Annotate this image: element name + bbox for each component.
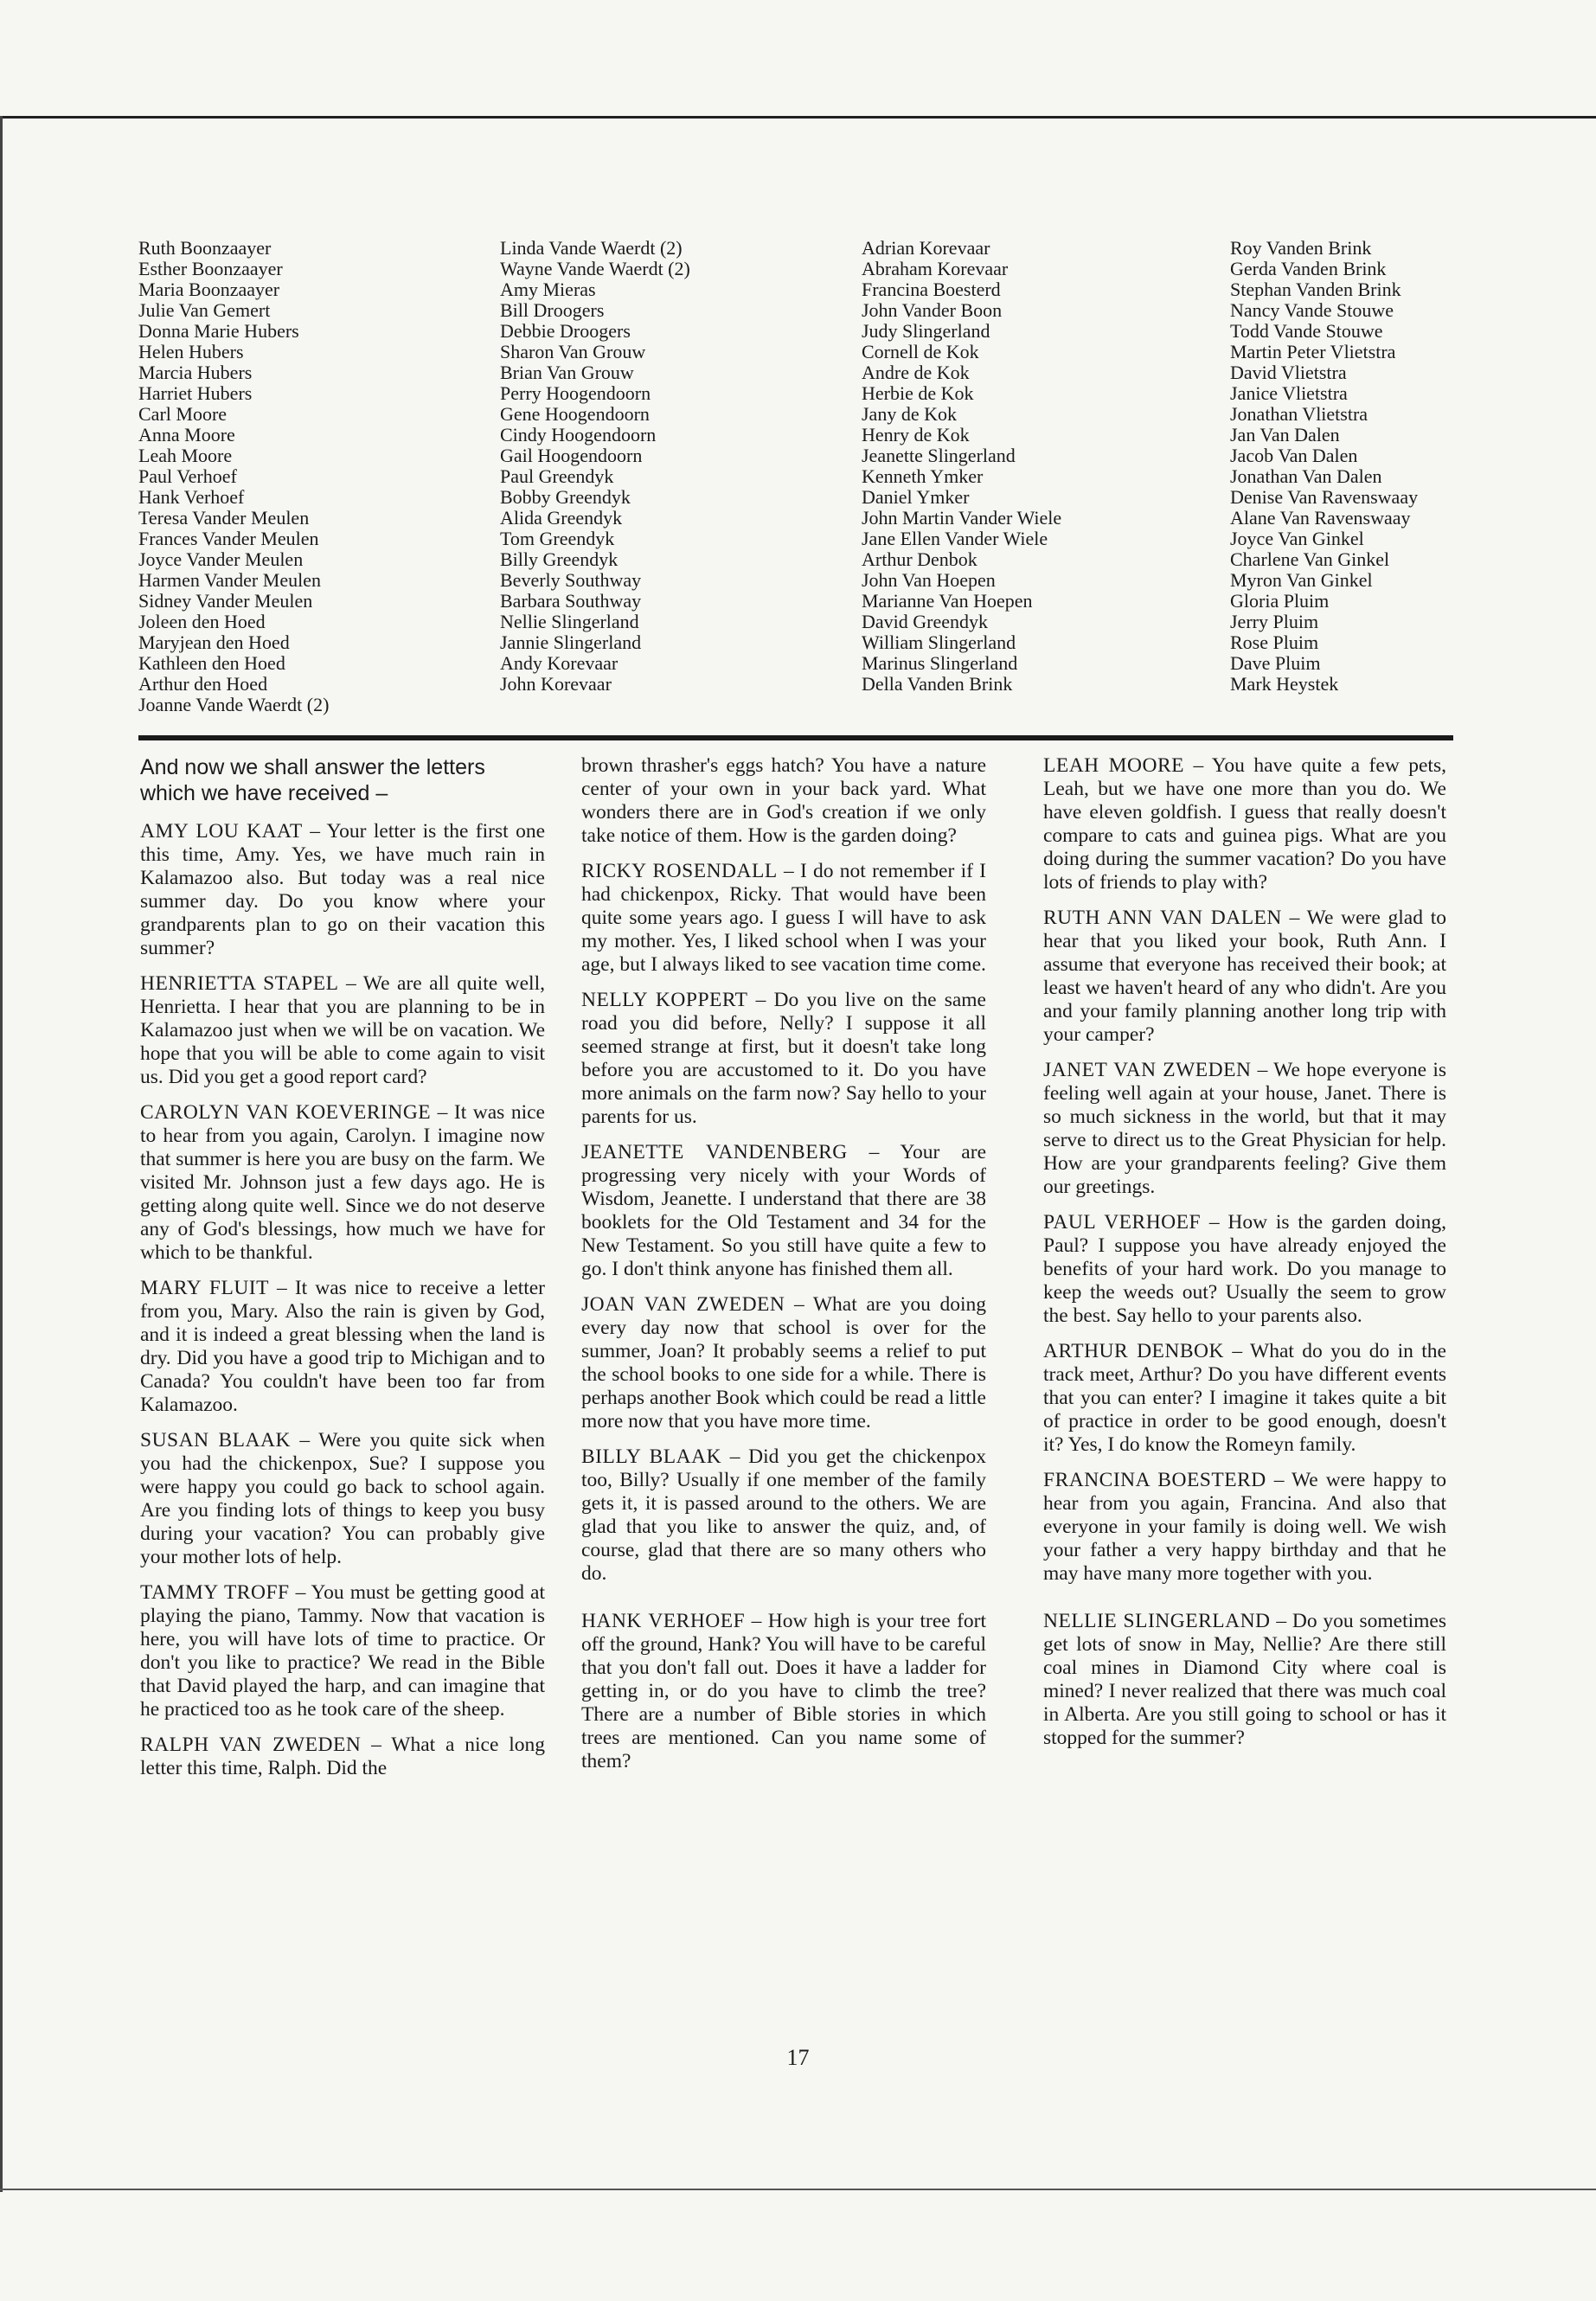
- letter-body: – What a nice long letter this time, Ralph. Did the: [140, 1734, 545, 1779]
- name-entry: Esther Boonzaayer: [138, 258, 283, 279]
- name-entry: Kenneth Ymker: [862, 465, 984, 487]
- name-entry: Jannie Slingerland: [500, 631, 642, 653]
- name-entry: Daniel Ymker: [862, 486, 970, 508]
- letter-recipient-name: JOAN VAN ZWEDEN: [581, 1293, 785, 1316]
- letter-body: – We are all quite well, Henrietta. I hear that you are planning to be in Kalamazoo just when we will be on vacation. We hope that you will be able to come again to visit us. Did you get a good report card?: [140, 972, 545, 1088]
- name-entry: Roy Vanden Brink: [1230, 237, 1372, 259]
- name-entry: Della Vanden Brink: [862, 673, 1013, 695]
- name-entry: Harmen Vander Meulen: [138, 569, 321, 591]
- name-entry: Tom Greendyk: [500, 528, 615, 549]
- name-entry: William Slingerland: [862, 631, 1016, 653]
- name-entry: Kathleen den Hoed: [138, 652, 285, 674]
- letter-body: – Do you live on the same road you did before, Nelly? I suppose it all seemed strange at first, but it doesn't take long before you are accustomed to it. Do you have more animals on the farm now? Say hello to your parents for us.: [581, 989, 986, 1128]
- name-entry: Brian Van Grouw: [500, 362, 634, 383]
- name-entry: Sharon Van Grouw: [500, 341, 646, 362]
- name-entry: Marcia Hubers: [138, 362, 253, 383]
- letters-column-3: [1043, 754, 1446, 1762]
- name-entry: Gloria Pluim: [1230, 590, 1330, 612]
- letter-body: – Were you quite sick when you had the chickenpox, Sue? I suppose you were happy you could go back to school again. Are you finding lots of things to keep you busy during your vacation? You can probably give your mother lots of help.: [140, 1429, 545, 1568]
- name-entry: Anna Moore: [138, 424, 235, 445]
- letter-body: – What are you doing every day now that school is over for the summer, Joan? It probably seems a relief to put the school books to one side for a while. There is perhaps another Book which could be read a little more now that you have more time.: [581, 1293, 986, 1433]
- name-entry: Myron Van Ginkel: [1230, 569, 1373, 591]
- name-entry: Judy Slingerland: [862, 320, 990, 342]
- name-entry: Jonathan Van Dalen: [1230, 465, 1382, 487]
- name-entry: Nellie Slingerland: [500, 611, 639, 632]
- page-frame-top-edge: [0, 116, 1596, 119]
- name-entry: Jonathan Vlietstra: [1230, 403, 1368, 425]
- letter-body: – We hope everyone is feeling well again at your house, Janet. There is so much sickness in the world, but that it may serve to direct us to the Great Physician for help. How are your grandparents feeling? Give them our greetings.: [1043, 1059, 1446, 1198]
- name-entry: Gene Hoogendoorn: [500, 403, 650, 425]
- name-entry: Amy Mieras: [500, 279, 596, 300]
- name-entry: Maria Boonzaayer: [138, 279, 280, 300]
- name-entry: Martin Peter Vlietstra: [1230, 341, 1396, 362]
- letter-paragraph: [1043, 1469, 1446, 1586]
- name-entry: Dave Pluim: [1230, 652, 1321, 674]
- name-entry: Joyce Vander Meulen: [138, 548, 304, 570]
- name-entry: Billy Greendyk: [500, 548, 619, 570]
- letter-recipient-name: PAUL VERHOEF: [1043, 1211, 1202, 1234]
- name-entry: Leah Moore: [138, 445, 233, 466]
- name-entry: Charlene Van Ginkel: [1230, 548, 1390, 570]
- letter-paragraph: [1043, 1340, 1446, 1457]
- letter-recipient-name: FRANCINA BOESTERD: [1043, 1469, 1266, 1491]
- letters-intro: And now we shall answer the letters which we have received –: [140, 755, 485, 805]
- letter-body: – What do you do in the track meet, Arthur? Do you have different events that you can enter? I imagine it takes quite a bit of practice in order to be good enough, doesn't it? Yes, I do know the Romeyn family.: [1043, 1340, 1446, 1456]
- name-entry: Abraham Korevaar: [862, 258, 1009, 279]
- letter-body: – I do not remember if I had chickenpox, Ricky. That would have been quite some years ago. I guess I will have to ask my mother. Yes, I liked school when I was your age, but I always liked to see vacation time come.: [581, 860, 987, 976]
- name-entry: Jeanette Slingerland: [862, 445, 1016, 466]
- name-entry: Cornell de Kok: [862, 341, 979, 362]
- name-entry: Stephan Vanden Brink: [1230, 279, 1401, 300]
- name-entry: John Vander Boon: [862, 299, 1003, 321]
- letters-column-2: [581, 754, 986, 1785]
- letter-body: – Do you sometimes get lots of snow in May, Nellie? Are there still coal mines in Diamond City where coal is mined? I never realized that there was much coal in Alberta. Are you still going to school or has it stopped for the summer?: [1043, 1610, 1446, 1749]
- section-divider-rule: [138, 735, 1453, 740]
- name-entry: Jacob Van Dalen: [1230, 445, 1358, 466]
- letter-recipient-name: BILLY BLAAK: [581, 1445, 722, 1468]
- letter-recipient-name: JEANETTE VANDENBERG: [581, 1141, 848, 1163]
- name-entry: Joleen den Hoed: [138, 611, 266, 632]
- name-entry: David Greendyk: [862, 611, 989, 632]
- letter-continuation: brown thrasher's eggs hatch? You have a nature center of your own in your back yard. What wonders there are in God's creation if we only take notice of them. How is the garden doing?: [581, 754, 986, 847]
- letter-recipient-name: RUTH ANN VAN DALEN: [1043, 907, 1282, 929]
- letter-paragraph: [581, 1610, 986, 1773]
- name-entry: Harriet Hubers: [138, 382, 253, 404]
- letter-paragraph: [140, 820, 545, 960]
- name-entry: John Korevaar: [500, 673, 612, 695]
- letter-paragraph: [581, 1445, 986, 1586]
- letter-paragraph: [1043, 1059, 1446, 1199]
- name-entry: Debbie Droogers: [500, 320, 631, 342]
- letter-paragraph: [581, 1293, 986, 1433]
- name-entry: Julie Van Gemert: [138, 299, 271, 321]
- name-entry: Gerda Vanden Brink: [1230, 258, 1387, 279]
- letter-paragraph: [140, 1277, 545, 1417]
- letter-recipient-name: LEAH MOORE: [1043, 754, 1184, 777]
- name-entry: Joyce Van Ginkel: [1230, 528, 1364, 549]
- letter-paragraph: [140, 1734, 545, 1780]
- letter-recipient-name: ARTHUR DENBOK: [1043, 1340, 1224, 1362]
- letter-recipient-name: RALPH VAN ZWEDEN: [140, 1734, 362, 1756]
- letter-recipient-name: NELLY KOPPERT: [581, 989, 748, 1011]
- letter-recipient-name: NELLIE SLINGERLAND: [1043, 1610, 1271, 1632]
- name-entry: Henry de Kok: [862, 424, 970, 445]
- name-entry: Marianne Van Hoepen: [862, 590, 1033, 612]
- name-entry: Wayne Vande Waerdt (2): [500, 258, 690, 279]
- name-entry: Teresa Vander Meulen: [138, 507, 310, 529]
- letter-paragraph: [581, 860, 986, 977]
- letter-paragraph: [581, 989, 986, 1129]
- letter-paragraph: [140, 1429, 545, 1569]
- letter-paragraph: [1043, 1610, 1446, 1750]
- letter-paragraph: [140, 972, 545, 1089]
- name-entry: Jerry Pluim: [1230, 611, 1319, 632]
- name-entry: Jane Ellen Vander Wiele: [862, 528, 1048, 549]
- letter-recipient-name: TAMMY TROFF: [140, 1581, 290, 1604]
- page-frame-bottom-edge: [0, 2189, 1596, 2190]
- name-entry: Hank Verhoef: [138, 486, 245, 508]
- letter-paragraph: [581, 1141, 986, 1281]
- letters-column-1: [140, 754, 545, 1792]
- name-entry: John Van Hoepen: [862, 569, 996, 591]
- name-entry: Herbie de Kok: [862, 382, 974, 404]
- letter-body: – How high is your tree fort off the ground, Hank? You will have to be careful that you don't fall out. Does it have a ladder for getting in, or do you have to climb the tree? There are a number of Bible stories in which trees are mentioned. Can you name some of them?: [581, 1610, 987, 1772]
- name-entry: Jany de Kok: [862, 403, 957, 425]
- name-entry: Todd Vande Stouwe: [1230, 320, 1383, 342]
- name-entry: Rose Pluim: [1230, 631, 1319, 653]
- letter-body: – Your are progressing very nicely with your Words of Wisdom, Jeanette. I understand that there are 38 booklets for the Old Testament and 34 for the New Testament. So you still have quite a few to go. I don't think anyone has finished them all.: [581, 1141, 986, 1280]
- name-entry: Ruth Boonzaayer: [138, 237, 272, 259]
- letter-body: – You have quite a few pets, Leah, but we have one more than you do. We have eleven goldfish. I guess that really doesn't compare to cats and guinea pigs. What are you doing during the summer vacation? Do you have lots of friends to play with?: [1043, 754, 1446, 894]
- letter-recipient-name: JANET VAN ZWEDEN: [1043, 1059, 1252, 1081]
- name-entry: Donna Marie Hubers: [138, 320, 299, 342]
- name-entry: Andy Korevaar: [500, 652, 619, 674]
- name-entry: Denise Van Ravenswaay: [1230, 486, 1419, 508]
- letter-body: – It was nice to receive a letter from you, Mary. Also the rain is given by God, and it is indeed a great blessing when the land is dry. Did you have a good trip to Michigan and to Canada? You couldn't have been too far from Kalamazoo.: [140, 1277, 546, 1416]
- name-entry: Francina Boesterd: [862, 279, 1001, 300]
- names-column-3: [862, 238, 1061, 695]
- name-entry: David Vlietstra: [1230, 362, 1347, 383]
- name-entry: Maryjean den Hoed: [138, 631, 290, 653]
- name-entry: Alane Van Ravenswaay: [1230, 507, 1411, 529]
- name-entry: Frances Vander Meulen: [138, 528, 319, 549]
- letter-body: – We were happy to hear from you again, Francina. And also that everyone in your family is doing well. We wish your father a very happy birthday and that he may have many more together with you.: [1043, 1469, 1446, 1585]
- name-entry: Sidney Vander Meulen: [138, 590, 313, 612]
- letter-paragraph: [1043, 907, 1446, 1047]
- name-entry: Mark Heystek: [1230, 673, 1339, 695]
- name-entry: Nancy Vande Stouwe: [1230, 299, 1394, 321]
- letter-body: – Did you get the chickenpox too, Billy? Usually if one member of the family gets it, it is passed around to the others. We are glad that you like to answer the quiz, and, of course, glad that there are so many others who do.: [581, 1445, 986, 1585]
- name-entry: Linda Vande Waerdt (2): [500, 237, 683, 259]
- names-column-2: [500, 238, 690, 695]
- name-entry: Gail Hoogendoorn: [500, 445, 643, 466]
- page-frame-left-edge: [0, 116, 3, 2192]
- letter-paragraph: [140, 1101, 545, 1265]
- letter-body: – You must be getting good at playing the piano, Tammy. Now that vacation is here, you will have lots of time to practice. Or don't you like to practice? We read in the Bible that David played the harp, and can imagine that he practiced too as he took care of the sheep.: [140, 1581, 545, 1721]
- letter-paragraph: [140, 1581, 545, 1721]
- letter-recipient-name: HANK VERHOEF: [581, 1610, 746, 1632]
- letter-body: – How is the garden doing, Paul? I suppose you have already enjoyed the benefits of your hard work. Do you manage to keep the weeds out? Usually the seem to grow the best. Say hello to your parents also.: [1043, 1211, 1446, 1327]
- name-entry: Joanne Vande Waerdt (2): [138, 694, 330, 715]
- letter-body: – We were glad to hear that you liked your book, Ruth Ann. I assume that everyone has received their book; at least we haven't heard of any who didn't. Are you and your family planning another long trip with your camper?: [1043, 907, 1446, 1046]
- name-entry: Paul Verhoef: [138, 465, 237, 487]
- name-entry: Arthur Denbok: [862, 548, 977, 570]
- letter-body: – It was nice to hear from you again, Carolyn. I imagine now that summer is here you are busy on the farm. We visited Mr. Johnson just a few days ago. He is getting along quite well. Since we do not deserve any of God's blessings, how much we have for which to be thankful.: [140, 1101, 545, 1264]
- name-entry: Beverly Southway: [500, 569, 642, 591]
- name-entry: Andre de Kok: [862, 362, 970, 383]
- name-entry: Paul Greendyk: [500, 465, 614, 487]
- letter-paragraph: [1043, 1211, 1446, 1328]
- letter-recipient-name: HENRIETTA STAPEL: [140, 972, 339, 995]
- letter-recipient-name: RICKY ROSENDALL: [581, 860, 778, 882]
- name-entry: Arthur den Hoed: [138, 673, 268, 695]
- letter-recipient-name: SUSAN BLAAK: [140, 1429, 291, 1452]
- letter-paragraph: [1043, 754, 1446, 894]
- names-column-4: [1230, 238, 1418, 695]
- name-entry: Cindy Hoogendoorn: [500, 424, 657, 445]
- letter-recipient-name: CAROLYN VAN KOEVERINGE: [140, 1101, 432, 1124]
- names-column-1: [138, 238, 329, 715]
- name-entry: Perry Hoogendoorn: [500, 382, 651, 404]
- letter-body: – Your letter is the first one this time, Amy. Yes, we have much rain in Kalamazoo also. But today was a real nice summer day. Do you know where your grandparents plan to go on their vacation this summer?: [140, 820, 545, 959]
- name-entry: Adrian Korevaar: [862, 237, 990, 259]
- name-entry: John Martin Vander Wiele: [862, 507, 1062, 529]
- name-entry: Marinus Slingerland: [862, 652, 1018, 674]
- name-entry: Janice Vlietstra: [1230, 382, 1348, 404]
- letter-recipient-name: AMY LOU KAAT: [140, 820, 303, 843]
- name-entry: Carl Moore: [138, 403, 228, 425]
- letter-recipient-name: MARY FLUIT: [140, 1277, 269, 1299]
- name-entry: Bobby Greendyk: [500, 486, 631, 508]
- name-entry: Alida Greendyk: [500, 507, 623, 529]
- name-entry: Bill Droogers: [500, 299, 605, 321]
- name-entry: Barbara Southway: [500, 590, 642, 612]
- name-entry: Jan Van Dalen: [1230, 424, 1340, 445]
- page-number: 17: [786, 2045, 810, 2070]
- name-entry: Helen Hubers: [138, 341, 244, 362]
